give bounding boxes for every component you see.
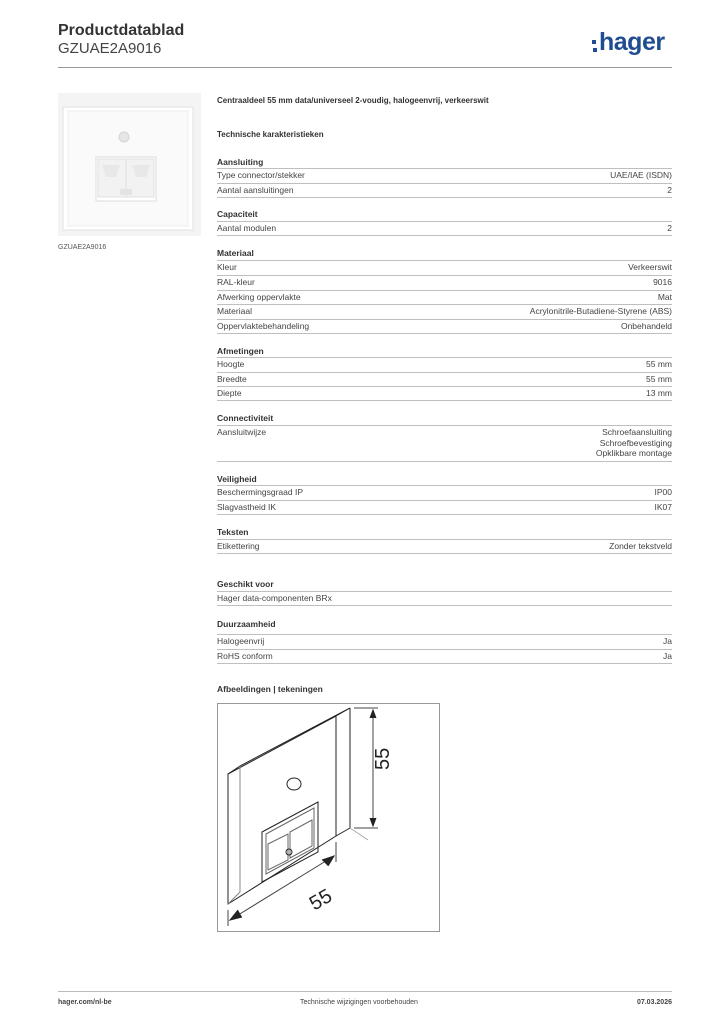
product-image bbox=[58, 93, 201, 236]
spec-row: Oppervlaktebehandeling Onbehandeld bbox=[217, 321, 672, 331]
row-divider bbox=[217, 605, 672, 606]
section-title: Materiaal bbox=[217, 248, 254, 258]
footer-website: hager.com/nl-be bbox=[58, 999, 112, 1006]
spec-row: Aantal modulen 2 bbox=[217, 223, 672, 233]
technical-drawing bbox=[217, 703, 440, 932]
footer-divider bbox=[58, 991, 672, 992]
spec-row: Breedte 55 mm bbox=[217, 374, 672, 384]
row-divider bbox=[217, 400, 672, 401]
spec-row: RAL-kleur 9016 bbox=[217, 277, 672, 287]
spec-row: Aantal aansluitingen 2 bbox=[217, 185, 672, 195]
row-divider bbox=[217, 663, 672, 664]
image-caption: GZUAE2A9016 bbox=[58, 244, 107, 251]
spec-row: Etikettering Zonder tekstveld bbox=[217, 541, 672, 551]
section-title: Duurzaamheid bbox=[217, 619, 276, 629]
footer-date: 07.03.2026 bbox=[636, 999, 672, 1006]
row-divider bbox=[217, 235, 672, 236]
height-dimension-label: 55 bbox=[372, 747, 394, 770]
width-dimension-label: 55 bbox=[305, 884, 337, 916]
section-title: Connectiviteit bbox=[217, 413, 274, 423]
footer-disclaimer: Technische wijzigingen voorbehouden bbox=[300, 999, 418, 1006]
spec-row: Beschermingsgraad IP IP00 bbox=[217, 487, 672, 497]
spec-row: Afwerking oppervlakte Mat bbox=[217, 292, 672, 302]
spec-row: RoHS conform Ja bbox=[217, 651, 672, 661]
section-title: Capaciteit bbox=[217, 209, 258, 219]
section-title: Aansluiting bbox=[217, 157, 264, 167]
product-name: Centraaldeel 55 mm data/universeel 2-voudig, halogeenvrij, verkeerswit bbox=[217, 96, 489, 105]
technical-heading: Technische karakteristieken bbox=[217, 130, 324, 139]
row-divider bbox=[217, 553, 672, 554]
spec-row: Aansluitwijze Schroefaansluiting Schroefbevestiging Opklikbare montage bbox=[217, 425, 672, 461]
spec-row: Halogeenvrij Ja bbox=[217, 636, 672, 646]
spec-row: Hager data-componenten BRx bbox=[217, 591, 672, 605]
spec-row: Diepte 13 mm bbox=[217, 388, 672, 398]
section-title: Veiligheid bbox=[217, 474, 257, 484]
section-title: Afmetingen bbox=[217, 346, 264, 356]
spec-row: Type connector/stekker UAE/IAE (ISDN) bbox=[217, 170, 672, 180]
page-title: Productdatablad bbox=[58, 22, 185, 39]
header-divider bbox=[58, 67, 672, 68]
row-divider bbox=[217, 333, 672, 334]
product-code: GZUAE2A9016 bbox=[58, 40, 162, 57]
row-divider bbox=[217, 514, 672, 515]
spec-row: Slagvastheid IK IK07 bbox=[217, 502, 672, 512]
spec-row: Hoogte 55 mm bbox=[217, 359, 672, 369]
row-divider bbox=[217, 197, 672, 198]
spec-row: Kleur Verkeerswit bbox=[217, 262, 672, 272]
row-divider bbox=[217, 461, 672, 462]
section-title: Geschikt voor bbox=[217, 579, 274, 589]
drawings-heading: Afbeeldingen | tekeningen bbox=[217, 684, 323, 694]
section-title: Teksten bbox=[217, 527, 249, 537]
hager-logo: hager bbox=[592, 28, 665, 57]
spec-row: Materiaal Acrylonitrile-Butadiene-Styrene (ABS) bbox=[217, 306, 672, 316]
